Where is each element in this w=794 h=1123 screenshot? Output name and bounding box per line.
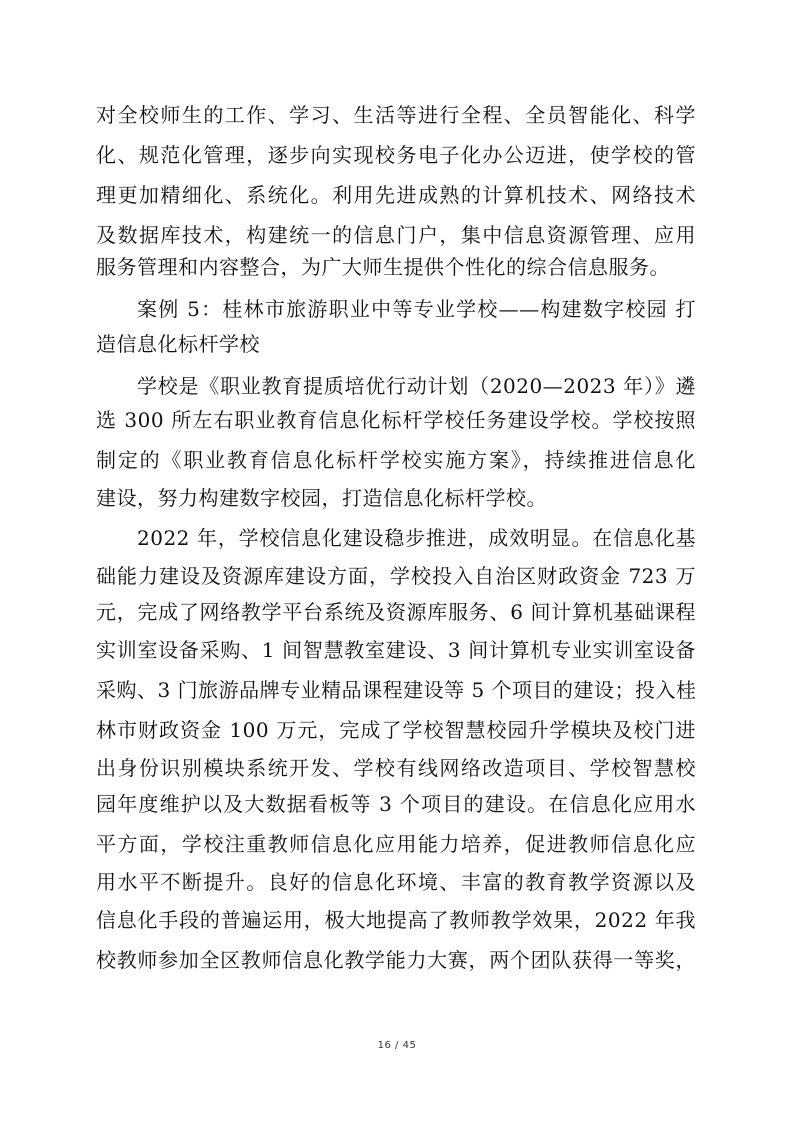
body-text-line: 化、规范化管理，逐步向实现校务电子化办公迈进，使学校的管 — [96, 143, 696, 167]
page-number: 16 / 45 — [377, 1040, 417, 1051]
body-text-line: 制定的《职业教育信息化标杆学校实施方案》，持续推进信息化 — [96, 448, 696, 472]
body-text-line: 平方面，学校注重教师信息化应用能力培养，促进教师信息化应 — [96, 832, 696, 856]
body-text-line: 学校是《职业教育提质培优行动计划（2020—2023 年）》遴 — [137, 374, 696, 398]
body-text-line: 选 300 所左右职业教育信息化标杆学校任务建设学校。学校按照 — [96, 408, 696, 432]
body-text-line: 对全校师生的工作、学习、生活等进行全程、全员智能化、科学 — [96, 103, 696, 127]
body-text-line: 信息化手段的普遍运用，极大地提高了教师教学效果，2022 年我 — [96, 908, 696, 932]
body-text-line: 实训室设备采购、1 间智慧教室建设、3 间计算机专业实训室设备 — [96, 638, 696, 662]
body-text-line: 用水平不断提升。良好的信息化环境、丰富的教育教学资源以及 — [96, 870, 696, 894]
body-text-line: 出身份识别模块系统开发、学校有线网络改造项目、学校智慧校 — [96, 756, 696, 780]
body-text-line: 建设，努力构建数字校园，打造信息化标杆学校。 — [96, 486, 547, 510]
body-text-line: 础能力建设及资源库建设方面，学校投入自治区财政资金 723 万 — [96, 564, 696, 588]
case-heading-line: 案例 5：桂林市旅游职业中等专业学校——构建数字校园 打 — [137, 297, 696, 321]
body-text-line: 服务管理和内容整合，为广大师生提供个性化的综合信息服务。 — [96, 255, 670, 279]
body-text-line: 理更加精细化、系统化。利用先进成熟的计算机技术、网络技术 — [96, 183, 696, 207]
body-text-line: 2022 年，学校信息化建设稳步推进，成效明显。在信息化基 — [137, 526, 696, 550]
body-text-line: 园年度维护以及大数据看板等 3 个项目的建设。在信息化应用水 — [96, 792, 696, 816]
body-text-line: 及数据库技术，构建统一的信息门户，集中信息资源管理、应用 — [96, 223, 696, 247]
body-text-line: 校教师参加全区教师信息化教学能力大赛，两个团队获得一等奖， — [96, 948, 696, 972]
body-text-line: 林市财政资金 100 万元，完成了学校智慧校园升学模块及校门进 — [96, 718, 696, 742]
body-text-line: 采购、3 门旅游品牌专业精品课程建设等 5 个项目的建设；投入桂 — [96, 678, 697, 702]
body-text-line: 元，完成了网络教学平台系统及资源库服务、6 间计算机基础课程 — [96, 600, 696, 624]
case-heading-line: 造信息化标杆学校 — [96, 332, 260, 356]
